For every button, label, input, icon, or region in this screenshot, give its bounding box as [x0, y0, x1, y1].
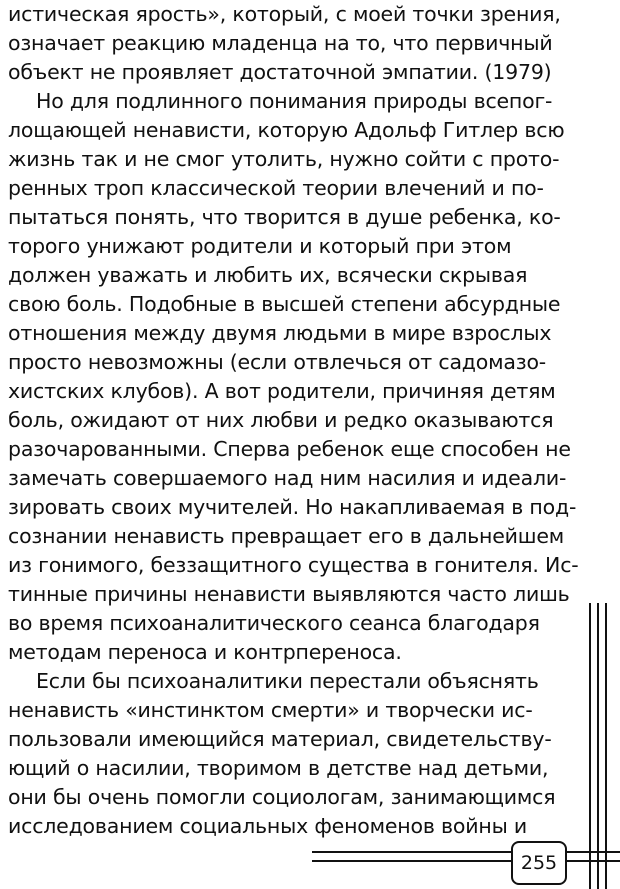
margin-rule: [605, 603, 607, 889]
text-line-18: зировать своих мучителей. Но накапливаемая в под-: [8, 495, 577, 519]
text-line-19: сознании ненависть превращает его в дальнейшем: [8, 524, 565, 548]
text-line-14: хистских клубов). А вот родители, причиняя детям: [8, 379, 556, 403]
text-line-26: пользовали имеющийся материал, свидетельству-: [8, 727, 552, 751]
margin-rule: [589, 603, 591, 889]
text-line-27: ющий о насилии, творимом в детстве над детьми,: [8, 756, 549, 780]
text-line-2: означает реакцию младенца на то, что первичный: [8, 31, 553, 55]
text-line-13: просто невозможны (если отвлечься от садомазо-: [8, 350, 546, 374]
page-number: 255: [511, 841, 567, 885]
text-line-12: отношения между двумя людьми в мире взрослых: [8, 321, 552, 345]
text-line-22: во время психоаналитического сеанса благодаря: [8, 611, 540, 635]
text-line-23: методам переноса и контрпереноса.: [8, 640, 402, 664]
text-line-5: лощающей ненависти, которую Адольф Гитлер всю: [8, 118, 565, 142]
footer-rule: [312, 860, 620, 862]
text-line-11: свою боль. Подобные в высшей степени абсурдные: [8, 292, 561, 316]
text-line-25: ненависть «инстинктом смерти» и творчески ис-: [8, 698, 533, 722]
paragraph-start-line: Если бы психоаналитики перестали объяснять: [36, 669, 539, 693]
text-line-1: истическая ярость», который, с моей точки зрения,: [8, 2, 561, 26]
text-line-21: тинные причины ненависти выявляются часто лишь: [8, 582, 570, 606]
text-line-9: торого унижают родители и который при этом: [8, 234, 512, 258]
text-line-8: пытаться понять, что творится в душе ребенка, ко-: [8, 205, 561, 229]
text-line-16: разочарованными. Сперва ребенок еще способен не: [8, 437, 571, 461]
text-line-28: они бы очень помогли социологам, занимающимся: [8, 785, 556, 809]
text-line-29: исследованием социальных феноменов войны и: [8, 814, 528, 838]
text-line-17: замечать совершаемого над ним насилия и идеали-: [8, 466, 567, 490]
text-line-3: объект не проявляет достаточной эмпатии. (1979): [8, 60, 552, 84]
paragraph-start-line: Но для подлинного понимания природы всепог-: [36, 89, 553, 113]
text-line-10: должен уважать и любить их, всячески скрывая: [8, 263, 528, 287]
text-line-7: ренных троп классической теории влечений и по-: [8, 176, 544, 200]
margin-rule: [597, 603, 599, 889]
text-line-6: жизнь так и не смог утолить, нужно сойти с прото-: [8, 147, 560, 171]
text-line-20: из гонимого, беззащитного существа в гонителя. Ис-: [8, 553, 579, 577]
text-line-15: боль, ожидают от них любви и редко оказываются: [8, 408, 554, 432]
footer-rule: [312, 851, 620, 853]
